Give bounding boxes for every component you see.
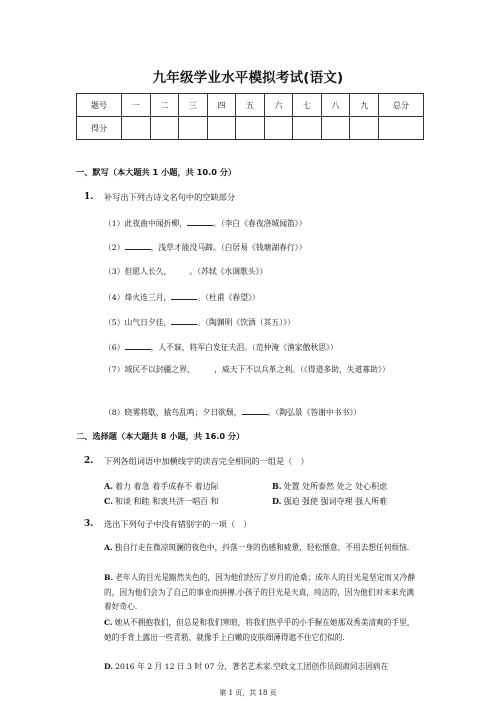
item-text: ，人不寐，将军白发征夫泪。（范仲淹《渔家傲秋思》） [150,343,338,352]
option-a[interactable] [104,481,219,492]
score-cell [321,117,350,140]
option-c[interactable] [104,616,420,645]
fill-item [104,266,267,277]
item-text: （4）烽火连三月， [104,293,172,302]
header-cell: 七 [293,94,322,117]
answer-blank[interactable] [171,316,197,325]
score-cell [293,117,322,140]
answer-blank[interactable] [171,291,197,300]
option-text: 处置 处所泰然 处之 处心积虑 [283,482,388,491]
item-text: （8）晓雾将歇，猿鸟乱鸣；夕日欲颓， [104,408,242,417]
answer-blank[interactable] [242,406,268,415]
fill-item [104,291,260,303]
score-cell [236,117,265,140]
option-b[interactable] [272,481,387,492]
question-number: 3. [84,519,94,529]
header-cell: 四 [207,94,236,117]
score-table [76,93,424,140]
option-d[interactable] [104,660,420,675]
item-text: 。（杜甫《春望》） [197,293,260,302]
option-text: 老年人的目光是黯然失色的，因为他们经历了岁月的沧桑；成年人的目光是坚定而又冷静的，因为他们会为了自己的事业而拼搏.小孩子的目光是天真，纯洁的，因为他们对未来充满着好奇心. [104,573,416,612]
header-cell: 三 [179,94,208,117]
item-text: 。（陶渊明《饮酒（其五）》） [197,318,295,327]
item-text: （1）此夜曲中闻折柳， [104,219,187,228]
header-cell: 八 [321,94,350,117]
score-table-score-row [77,117,424,140]
option-letter: C. [104,618,113,627]
option-letter: D. [104,662,114,671]
item-text: （2） [104,243,125,252]
answer-blank[interactable] [125,341,151,350]
section-heading: 二、选择题（本大题共 8 小题，共 16.0 分） [76,431,245,441]
score-cell [179,117,208,140]
item-text: （3）但愿人长久， [104,267,172,276]
page-footer: 第 1 页，共 18 页 [219,689,277,697]
option-text: 她从不拥抱我们，但总是和我们寒暄，将我们热乎乎的小手握在她那双秀美清爽的手里，她的手背上露出一些青筋，就像手上白嫩的皮肤细薄得遮不住它们似的. [104,618,415,642]
option-text: 强迫 强使 强词夺理 强人所难 [283,497,388,506]
item-text: 。（苏轼《水调歌头》） [189,267,268,276]
option-letter: A. [104,481,113,491]
option-c[interactable] [104,496,219,507]
score-cell [379,117,424,140]
option-text: 2016 年 2 月 12 日 3 时 07 分，著名艺术家.空政文工团创作员阎肃同志因病在 [115,662,389,671]
section-heading: 一、默写（本大题共 1 小题，共 10.0 分） [76,167,237,177]
score-cell [207,117,236,140]
fill-item [104,217,307,229]
header-cell: 九 [350,94,379,117]
header-cell: 一 [122,94,151,117]
question-prompt: 下列各组词语中加横线字的读音完全相同的一组是（ ） [104,456,309,466]
option-text: 独自行走在微凉斑澜的夜色中，抖落一身的伤感和疲惫，轻松惬意，不用去想任何烦恼. [114,543,410,552]
score-table-header-row [77,94,424,117]
option-letter: B. [272,481,282,491]
option-a[interactable] [104,541,420,556]
option-text: 和谈 和睦 和衷共济一唱百 和 [115,497,219,506]
question-number: 2. [84,456,94,466]
header-cell: 二 [150,94,179,117]
item-text: （5）山气日夕佳， [104,318,172,327]
fill-item [104,341,338,353]
row-label: 得分 [77,117,122,140]
score-cell [150,117,179,140]
score-cell [264,117,293,140]
fill-item [104,241,307,253]
item-text: （6） [104,343,125,352]
exam-title: 九年级学业水平模拟考试(语文) [152,70,344,86]
option-letter: D. [272,496,282,506]
fill-item [104,406,361,418]
question-prompt: 补写出下列古诗文名句中的空缺部分 [104,192,236,202]
option-d[interactable] [272,496,387,507]
fill-item: （7）域民不以封疆之界， ，威天下不以兵革之利。（《得道多助，失道寡助》） [104,365,390,374]
score-cell [122,117,151,140]
fill-item [104,316,295,328]
item-text: 。（陶弘景《答谢中书书》） [267,408,362,417]
option-letter: B. [104,573,114,582]
option-letter: A. [104,543,113,552]
header-cell: 六 [264,94,293,117]
header-cell: 题号 [77,94,122,117]
answer-blank[interactable] [187,217,213,226]
item-text: ，浅草才能没马蹄。（白居易《钱塘湖春行》） [150,243,307,252]
question-prompt: 选出下列句子中没有错别字的一项（ ） [104,519,252,529]
option-b[interactable] [104,571,420,615]
option-letter: C. [104,496,114,506]
header-cell: 总分 [379,94,424,117]
option-text: 着力 着急 着手成春不 着边际 [115,482,219,491]
score-cell [350,117,379,140]
header-cell: 五 [236,94,265,117]
answer-blank[interactable] [125,241,151,250]
item-text: 。（李白《春夜洛城闻笛》） [212,219,307,228]
question-number: 1. [84,192,94,202]
